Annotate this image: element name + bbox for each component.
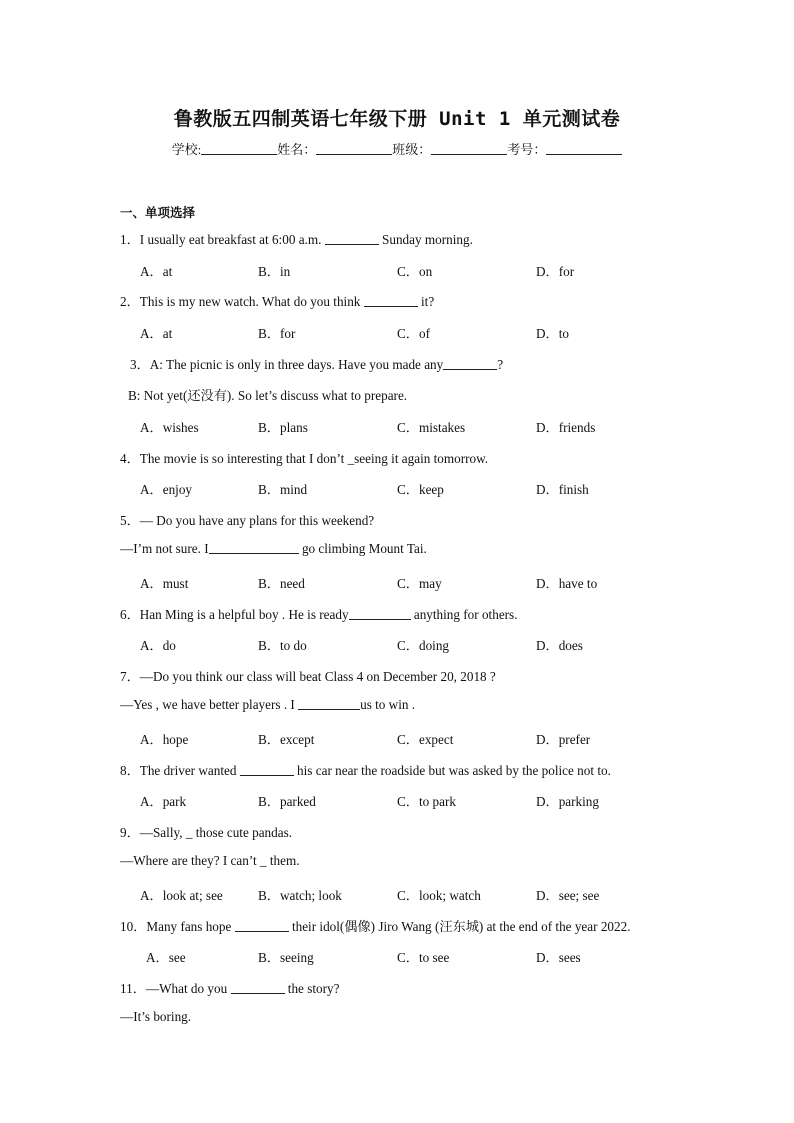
question-7-reply	[120, 697, 415, 713]
option-d: D．prefer	[536, 732, 591, 747]
question-text: ?	[497, 357, 504, 372]
question-text: 2．This is my new watch. What do you think	[120, 294, 361, 309]
option-c: C．mistakes	[397, 420, 466, 435]
option-a: A．hope	[140, 732, 189, 747]
answer-blank	[231, 981, 285, 994]
number-blank[interactable]	[546, 142, 622, 155]
option-a: A．see	[146, 950, 186, 965]
question-4: 4．The movie is so interesting that I don’t _seeing it again tomorrow.	[120, 451, 489, 466]
option-d: D．finish	[536, 482, 589, 497]
student-info-row	[0, 139, 794, 158]
question-10	[120, 916, 631, 935]
option-b: B．in	[258, 264, 291, 279]
question-3-reply: B: Not yet(还没有). So let’s discuss what to prepare.	[128, 388, 408, 403]
question-text: 11．—What do you	[120, 981, 228, 996]
school-blank[interactable]	[201, 142, 277, 155]
option-b: B．for	[258, 326, 296, 341]
answer-blank	[349, 607, 411, 620]
question-3	[130, 354, 503, 373]
option-c: C．to park	[397, 794, 456, 809]
number-label: 考号：	[507, 142, 547, 157]
name-blank[interactable]	[316, 142, 392, 155]
option-c: C．keep	[397, 482, 444, 497]
answer-blank	[443, 357, 497, 370]
question-text: his car near the roadside but was asked by the police not to.	[293, 763, 611, 778]
question-text: the story?	[284, 981, 340, 996]
question-2	[120, 291, 434, 310]
answer-blank	[209, 541, 299, 554]
option-c: C．to see	[397, 950, 450, 965]
option-c: C．of	[397, 326, 430, 341]
option-d: D．friends	[536, 420, 596, 435]
answer-blank	[235, 919, 289, 932]
option-b: B．parked	[258, 794, 316, 809]
option-a: A．wishes	[140, 420, 199, 435]
answer-blank	[240, 763, 294, 776]
question-5: 5．— Do you have any plans for this weekend?	[120, 513, 375, 528]
question-7: 7．—Do you think our class will beat Class 4 on December 20, 2018 ?	[120, 669, 496, 684]
option-a: A．at	[140, 326, 173, 341]
question-text: —Yes , we have better players . I	[120, 697, 299, 712]
option-d: D．see; see	[536, 888, 600, 903]
class-blank[interactable]	[431, 142, 507, 155]
option-a: A．at	[140, 264, 173, 279]
option-d: D．to	[536, 326, 569, 341]
question-9: 9．—Sally, _ those cute pandas.	[120, 825, 293, 840]
question-text: 6．Han Ming is a helpful boy . He is ready	[120, 607, 349, 622]
option-a: A．do	[140, 638, 176, 653]
option-c: C．on	[397, 264, 433, 279]
question-text: us to win .	[360, 697, 416, 712]
question-11	[120, 978, 339, 997]
option-d: D．for	[536, 264, 575, 279]
question-6	[120, 604, 518, 623]
option-a: A．enjoy	[140, 482, 193, 497]
page-title: 鲁教版五四制英语七年级下册 Unit 1 单元测试卷	[173, 108, 621, 130]
option-b: B．watch; look	[258, 888, 342, 903]
option-b: B．need	[258, 576, 305, 591]
option-a: A．park	[140, 794, 187, 809]
option-b: B．seeing	[258, 950, 314, 965]
school-label: 学校:	[171, 142, 202, 157]
question-9-reply: —Where are they? I can’t _ them.	[120, 853, 300, 868]
section-title: 一、单项选择	[120, 205, 196, 220]
question-text: it?	[417, 294, 435, 309]
option-b: B．mind	[258, 482, 308, 497]
question-text: Sunday morning.	[378, 232, 473, 247]
answer-blank	[364, 294, 418, 307]
option-a: A．must	[140, 576, 189, 591]
question-text: their idol(偶像) Jiro Wang (汪东城) at the end of the year 2022.	[288, 919, 631, 934]
question-5-reply	[120, 541, 427, 557]
option-d: D．sees	[536, 950, 581, 965]
question-text: go climbing Mount Tai.	[298, 541, 427, 556]
question-text: 3．A: The picnic is only in three days. Have you made any	[130, 357, 444, 372]
question-8	[120, 760, 611, 779]
option-c: C．expect	[397, 732, 454, 747]
question-11-reply: —It’s boring.	[120, 1009, 192, 1024]
option-c: C．doing	[397, 638, 450, 653]
answer-blank	[298, 697, 360, 710]
option-d: D．parking	[536, 794, 599, 809]
class-label: 班级：	[392, 142, 432, 157]
answer-blank	[325, 232, 379, 245]
option-c: C．look; watch	[397, 888, 481, 903]
option-b: B．plans	[258, 420, 308, 435]
option-b: B．to do	[258, 638, 307, 653]
question-1	[120, 229, 473, 248]
question-text: —I’m not sure. I	[120, 541, 209, 556]
name-label: 姓名：	[277, 142, 317, 157]
option-b: B．except	[258, 732, 315, 747]
option-a: A．look at; see	[140, 888, 223, 903]
option-d: D．does	[536, 638, 583, 653]
question-text: anything for others.	[410, 607, 518, 622]
question-text: 8．The driver wanted	[120, 763, 237, 778]
question-text: 10．Many fans hope	[120, 919, 232, 934]
question-text: 1．I usually eat breakfast at 6:00 a.m.	[120, 232, 322, 247]
option-c: C．may	[397, 576, 442, 591]
option-d: D．have to	[536, 576, 598, 591]
